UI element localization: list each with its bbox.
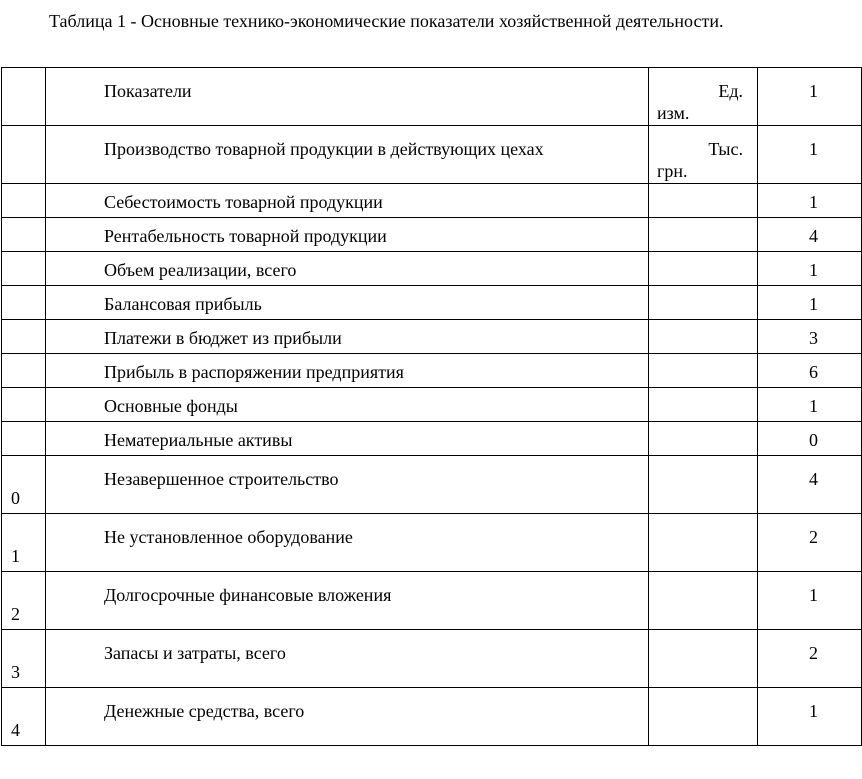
row-name-cell (46, 354, 649, 388)
table-row (2, 184, 862, 218)
row-value-cell (758, 218, 862, 252)
row-num-cell (2, 252, 46, 286)
row-name: Основные фонды (104, 396, 238, 416)
header-unit (649, 80, 745, 124)
row-name: Не установленное оборудование (104, 527, 353, 547)
row-num-cell (2, 218, 46, 252)
row-name: Балансовая прибыль (104, 294, 262, 314)
header-unit-cell (649, 68, 758, 126)
header-unit-line2: изм. (657, 103, 690, 123)
row-value: 0 (809, 430, 818, 450)
header-unit-line1: Ед. (718, 81, 743, 101)
row-value: 1 (809, 396, 818, 416)
row-num: 1 (11, 546, 20, 566)
row-name: Объем реализации, всего (104, 260, 297, 280)
row-unit-cell (649, 286, 758, 320)
row-num-cell (2, 126, 46, 184)
row-value: 1 (809, 701, 818, 721)
table-row (2, 320, 862, 354)
row-num: 0 (11, 488, 20, 508)
row-num-cell (2, 514, 46, 572)
header-name-cell (46, 68, 649, 126)
row-unit-line2: грн. (657, 161, 688, 181)
row-value-cell (758, 514, 862, 572)
row-num: 4 (11, 720, 20, 740)
row-value-cell (758, 456, 862, 514)
table-row (2, 286, 862, 320)
row-unit-cell (649, 218, 758, 252)
row-unit (649, 138, 745, 182)
table-row (2, 572, 862, 630)
row-num-cell (2, 320, 46, 354)
row-value: 1 (809, 260, 818, 280)
indicators-table (1, 67, 862, 746)
row-name-cell (46, 126, 649, 184)
row-name-cell (46, 630, 649, 688)
row-unit-cell (649, 252, 758, 286)
row-num-cell (2, 456, 46, 514)
table-row (2, 456, 862, 514)
row-unit-cell (649, 456, 758, 514)
row-unit-cell (649, 422, 758, 456)
header-value: 1 (809, 81, 818, 101)
table-row (2, 688, 862, 746)
row-num-cell (2, 354, 46, 388)
table-row (2, 388, 862, 422)
row-num-cell (2, 286, 46, 320)
row-name-cell (46, 218, 649, 252)
row-name-cell (46, 688, 649, 746)
row-name: Рентабельность товарной продукции (104, 226, 387, 246)
row-unit-line1: Тыс. (708, 139, 743, 159)
row-value-cell (758, 126, 862, 184)
row-name: Запасы и затраты, всего (104, 643, 286, 663)
table-row (2, 252, 862, 286)
row-name: Долгосрочные финансовые вложения (104, 585, 392, 605)
row-unit-cell (649, 354, 758, 388)
row-value-cell (758, 688, 862, 746)
row-name-cell (46, 252, 649, 286)
table-row (2, 218, 862, 252)
row-unit-cell (649, 688, 758, 746)
row-num-cell (2, 630, 46, 688)
row-num-cell (2, 388, 46, 422)
row-value-cell (758, 572, 862, 630)
row-name: Платежи в бюджет из прибыли (104, 328, 342, 348)
row-value-cell (758, 630, 862, 688)
table-row (2, 422, 862, 456)
row-name-cell (46, 320, 649, 354)
row-value: 1 (809, 139, 818, 159)
row-unit-cell (649, 630, 758, 688)
row-name-cell (46, 184, 649, 218)
row-unit-cell (649, 388, 758, 422)
table-caption: Таблица 1 - Основные технико-экономические показатели хозяйственной деятельности. (49, 11, 724, 31)
row-unit-cell (649, 126, 758, 184)
table-row (2, 126, 862, 184)
row-value: 3 (809, 328, 818, 348)
row-value: 6 (809, 362, 818, 382)
header-value-cell (758, 68, 862, 126)
row-name: Незавершенное строительство (104, 469, 339, 489)
row-value: 4 (809, 469, 818, 489)
row-num-cell (2, 422, 46, 456)
row-name: Себестоимость товарной продукции (104, 192, 383, 212)
row-value: 1 (809, 192, 818, 212)
row-unit-cell (649, 572, 758, 630)
header-name: Показатели (104, 81, 192, 101)
row-unit-cell (649, 514, 758, 572)
row-value: 2 (809, 527, 818, 547)
row-value-cell (758, 354, 862, 388)
row-unit-cell (649, 184, 758, 218)
row-value-cell (758, 286, 862, 320)
table-row (2, 514, 862, 572)
row-name-cell (46, 286, 649, 320)
row-value: 1 (809, 294, 818, 314)
row-value-cell (758, 184, 862, 218)
row-value-cell (758, 320, 862, 354)
row-num: 2 (11, 604, 20, 624)
row-num-cell (2, 572, 46, 630)
row-name-cell (46, 388, 649, 422)
row-name-cell (46, 514, 649, 572)
row-value-cell (758, 252, 862, 286)
table-row (2, 630, 862, 688)
row-name: Нематериальные активы (104, 430, 293, 450)
row-num-cell (2, 184, 46, 218)
row-name: Прибыль в распоряжении предприятия (104, 362, 404, 382)
row-name-cell (46, 456, 649, 514)
row-num: 3 (11, 662, 20, 682)
table-row (2, 354, 862, 388)
table-header-row (2, 68, 862, 126)
row-unit-cell (649, 320, 758, 354)
header-num-cell (2, 68, 46, 126)
row-value: 2 (809, 643, 818, 663)
row-value: 4 (809, 226, 818, 246)
row-value: 1 (809, 585, 818, 605)
row-num-cell (2, 688, 46, 746)
row-name-cell (46, 572, 649, 630)
row-value-cell (758, 388, 862, 422)
row-name-cell (46, 422, 649, 456)
row-name: Денежные средства, всего (104, 701, 305, 721)
row-name: Производство товарной продукции в действующих цехах (104, 139, 544, 159)
row-value-cell (758, 422, 862, 456)
